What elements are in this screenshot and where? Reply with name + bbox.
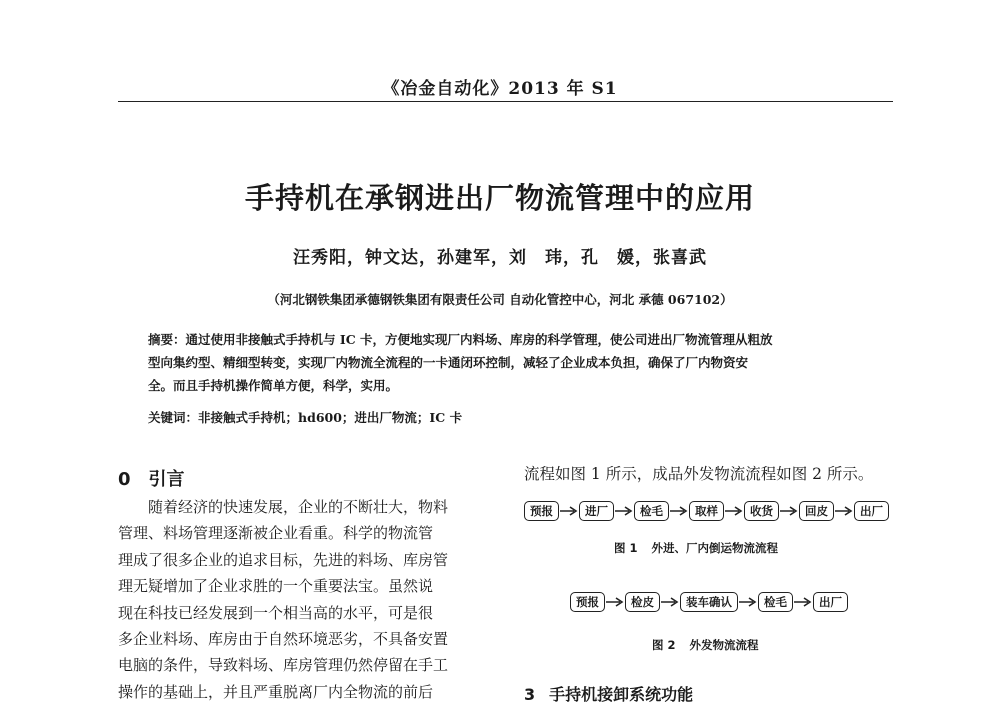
abstract-line: 摘要：通过使用非接触式手持机与 IC 卡，方便地实现厂内料场、库房的科学管理，使公司进出厂物流管理从粗放 (148, 332, 773, 347)
figure-2-caption (652, 637, 759, 653)
section-number: 3 (524, 685, 536, 704)
arrow-right-icon (614, 505, 634, 517)
flow-step: 预报 (524, 501, 559, 521)
figure-caption-text: 外进、厂内倒运物流流程 (651, 541, 779, 555)
flow-step: 检皮 (625, 592, 660, 612)
arrow-right-icon (779, 505, 799, 517)
arrow-right-icon (724, 505, 744, 517)
body-line: 操作的基础上，并且严重脱离厂内全物流的前后 (118, 682, 434, 701)
flow-step: 检毛 (634, 501, 669, 521)
figure-1-caption (614, 540, 778, 556)
body-line: 多企业料场、库房由于自然环境恶劣，不具备安置 (118, 630, 449, 649)
keywords: 关键词：非接触式手持机；hd600；进出厂物流；IC 卡 (148, 410, 463, 425)
flow-step: 装车确认 (680, 592, 738, 612)
section-0-heading (118, 465, 185, 491)
arrow-right-icon (834, 505, 854, 517)
body-text-right: 流程如图 1 所示，成品外发物流流程如图 2 所示。 (524, 465, 874, 483)
journal-header: 《冶金自动化》2013 年 S1 (382, 79, 618, 99)
flow-step: 取样 (689, 501, 724, 521)
flow-step: 预报 (570, 592, 605, 612)
body-line: 电脑的条件，导致料场、库房管理仍然停留在手工 (118, 656, 449, 675)
affiliation: （河北钢铁集团承德钢铁集团有限责任公司 自动化管控中心，河北 承德 067102） (267, 292, 733, 307)
flow-step: 回皮 (799, 501, 834, 521)
body-line: 理无疑增加了企业求胜的一个重要法宝。虽然说 (118, 577, 434, 596)
flow-step: 收货 (744, 501, 779, 521)
section-title: 引言 (148, 469, 185, 490)
figure-1-flowchart (524, 501, 889, 521)
flow-step: 进厂 (579, 501, 614, 521)
abstract (148, 328, 870, 397)
body-line: 现在科技已经发展到一个相当高的水平，可是很 (118, 603, 434, 622)
arrow-right-icon (738, 596, 758, 608)
body-line: 理成了很多企业的追求目标，先进的料场、库房管 (118, 550, 449, 569)
body-text-left (118, 494, 500, 705)
section-title: 手持机接卸系统功能 (549, 685, 694, 704)
arrow-right-icon (669, 505, 689, 517)
figure-number: 图 1 (614, 541, 638, 555)
abstract-line: 全。而且手持机操作简单方便，科学，实用。 (148, 378, 399, 393)
body-line: 随着经济的快速发展，企业的不断壮大，物料 (148, 498, 449, 516)
arrow-right-icon (559, 505, 579, 517)
figure-2-flowchart (570, 592, 848, 612)
arrow-right-icon (605, 596, 625, 608)
paper-title: 手持机在承钢进出厂物流管理中的应用 (244, 181, 755, 215)
body-line: 管理、料场管理逐渐被企业看重。科学的物流管 (118, 524, 434, 543)
flow-step: 出厂 (813, 592, 848, 612)
arrow-right-icon (660, 596, 680, 608)
figure-caption-text: 外发物流流程 (689, 638, 759, 652)
header-rule (118, 101, 893, 102)
author-list: 汪秀阳，钟文达，孙建军，刘 玮，孔 媛，张喜武 (293, 248, 707, 268)
section-3-heading (524, 682, 693, 705)
figure-number: 图 2 (652, 638, 676, 652)
abstract-line: 型向集约型、精细型转变，实现厂内物流全流程的一卡通闭环控制，减轻了企业成本负担，确保了厂内物资安 (148, 355, 749, 370)
section-number: 0 (118, 469, 131, 490)
flow-step: 检毛 (758, 592, 793, 612)
arrow-right-icon (793, 596, 813, 608)
flow-step: 出厂 (854, 501, 889, 521)
